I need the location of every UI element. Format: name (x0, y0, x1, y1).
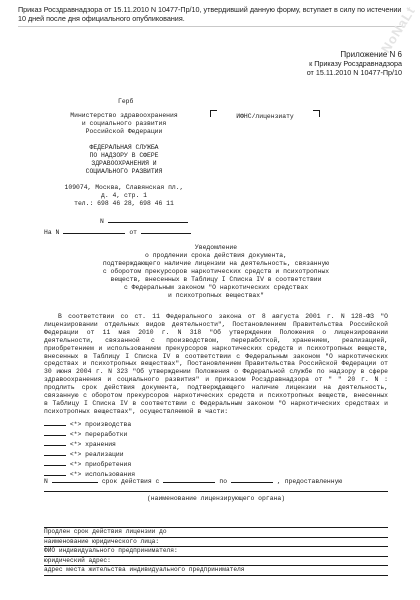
title-line: Уведомление (194, 244, 238, 251)
term-text: срок действия с (101, 478, 160, 485)
title-line: с Федеральным законом "О наркотических средствах (123, 284, 309, 291)
table-row: Продлен срок действия лицензии до (44, 528, 388, 538)
na-blank (63, 227, 125, 234)
term-from-blank (163, 476, 215, 483)
term-n-label: N (44, 478, 48, 485)
term-po-label: по (219, 478, 228, 485)
title-line: подтверждающего наличие лицензии на деятельность, связанную (102, 260, 330, 267)
appendix-title: Приложение N 6 (340, 50, 402, 59)
title-line: с оборотом прекурсоров наркотических средств и психотропных (102, 268, 330, 275)
address-block (44, 184, 204, 208)
ot-blank (141, 227, 191, 234)
license-details-table (44, 528, 388, 576)
term-n-blank (52, 476, 98, 483)
list-item: <*> реализации (44, 449, 388, 459)
service-block (44, 144, 204, 176)
appendix-block (252, 50, 402, 77)
ot-label: от (129, 229, 138, 236)
number-label: N (100, 218, 104, 225)
address-line: тел.: 698 46 28, 698 46 11 (74, 200, 174, 207)
address-line: 109074, Москва, Славянская пл., (64, 184, 184, 191)
title-line: веществ, внесенных в Таблицу I Списка IV в соответствии (110, 276, 322, 283)
term-to-blank (231, 476, 273, 483)
list-item: <*> переработки (44, 429, 388, 439)
table-row: ФИО индивидуального предпринимателя: (44, 547, 388, 557)
na-label: На N (44, 229, 60, 236)
table-row: наименование юридического лица: (44, 538, 388, 548)
notification-title (44, 244, 388, 300)
list-item: <*> хранения (44, 439, 388, 449)
service-line: ФЕДЕРАЛЬНАЯ СЛУЖБА (89, 144, 159, 151)
appendix-line-2: от 15.11.2010 N 10477-Пр/10 (306, 68, 402, 77)
title-line: и психотропных веществах" (168, 292, 264, 299)
addressee-label: ИФНС/лицензиату (236, 113, 294, 120)
list-item: <*> производства (44, 419, 388, 429)
notice-text: Приказ Росздравнадзора от 15.11.2010 N 10477-Пр/10, утвердивший данную форму, вступает в силу по истечении 10 дней после дня официального опубликования. (18, 5, 402, 23)
service-line: ПО НАДЗОРУ В СФЕРЕ (89, 152, 159, 159)
ministry-line: и социального развития (81, 120, 167, 127)
service-line: ЗДРАВООХРАНЕНИЯ И (91, 160, 157, 167)
addressee-bracket (210, 110, 320, 124)
gerb-label: Герб (118, 98, 134, 105)
watermark: NoNaLt (377, 3, 419, 56)
table-row: юридический адрес: (44, 557, 388, 567)
org-caption: (наименование лицензирующего органа) (146, 495, 286, 502)
list-item: <*> использования (44, 469, 388, 479)
title-line: о продлении срока действия документа, (145, 252, 287, 259)
term-line (44, 470, 388, 488)
ministry-block (44, 112, 204, 136)
table-row: адрес места жительства индивидуального предпринимателя (44, 566, 388, 576)
address-line: д. 4, стр. 1 (100, 192, 148, 199)
ministry-line: Российской Федерации (85, 128, 163, 135)
appendix-line-1: к Приказу Росздравнадзора (309, 59, 402, 68)
org-blank-line (44, 491, 388, 492)
notice-banner (18, 5, 402, 27)
term-tail: , предоставленную (277, 478, 343, 485)
body-paragraph: В соответствии со ст. 11 Федерального закона от 8 августа 2001 г. N 128-ФЗ "О лицензировании отдельных видов деятельности", Постановлением Правительства Российской Федерации от 11 мая 2010 г. N 318 "Об утверждении Положения о лицензировании деятельности, связанной с производством, переработкой, хранением, реализацией, приобретением и использованием прекурсоров наркотических средств и психотропных веществ, внесенных в Таблицу I Списка IV в соответствии с Федеральным законом "О наркотических средствах и психотропных веществах", Постановлением Правительства Российской Федерации от 30 июня 2004 г. N 323 "Об утверждении Положения о Федеральной службе по надзору в сфере здравоохранения и социального развития" и приказом Росздравнадзора от " " 20 г. N : продлить срок действия документа, подтверждающего наличие лицензии на деятельность, связанную с оборотом прекурсоров наркотических средств и психотропных веществ, внесенных в Таблицу I Списка IV в соответствии с Федеральным законом "О наркотических средствах и психотропных веществах", осуществляемой в части: (44, 313, 388, 415)
reference-line (44, 221, 191, 239)
ministry-line: Министерство здравоохранения (70, 112, 178, 119)
list-item: <*> приобретения (44, 459, 388, 469)
service-line: СОЦИАЛЬНОГО РАЗВИТИЯ (85, 168, 163, 175)
